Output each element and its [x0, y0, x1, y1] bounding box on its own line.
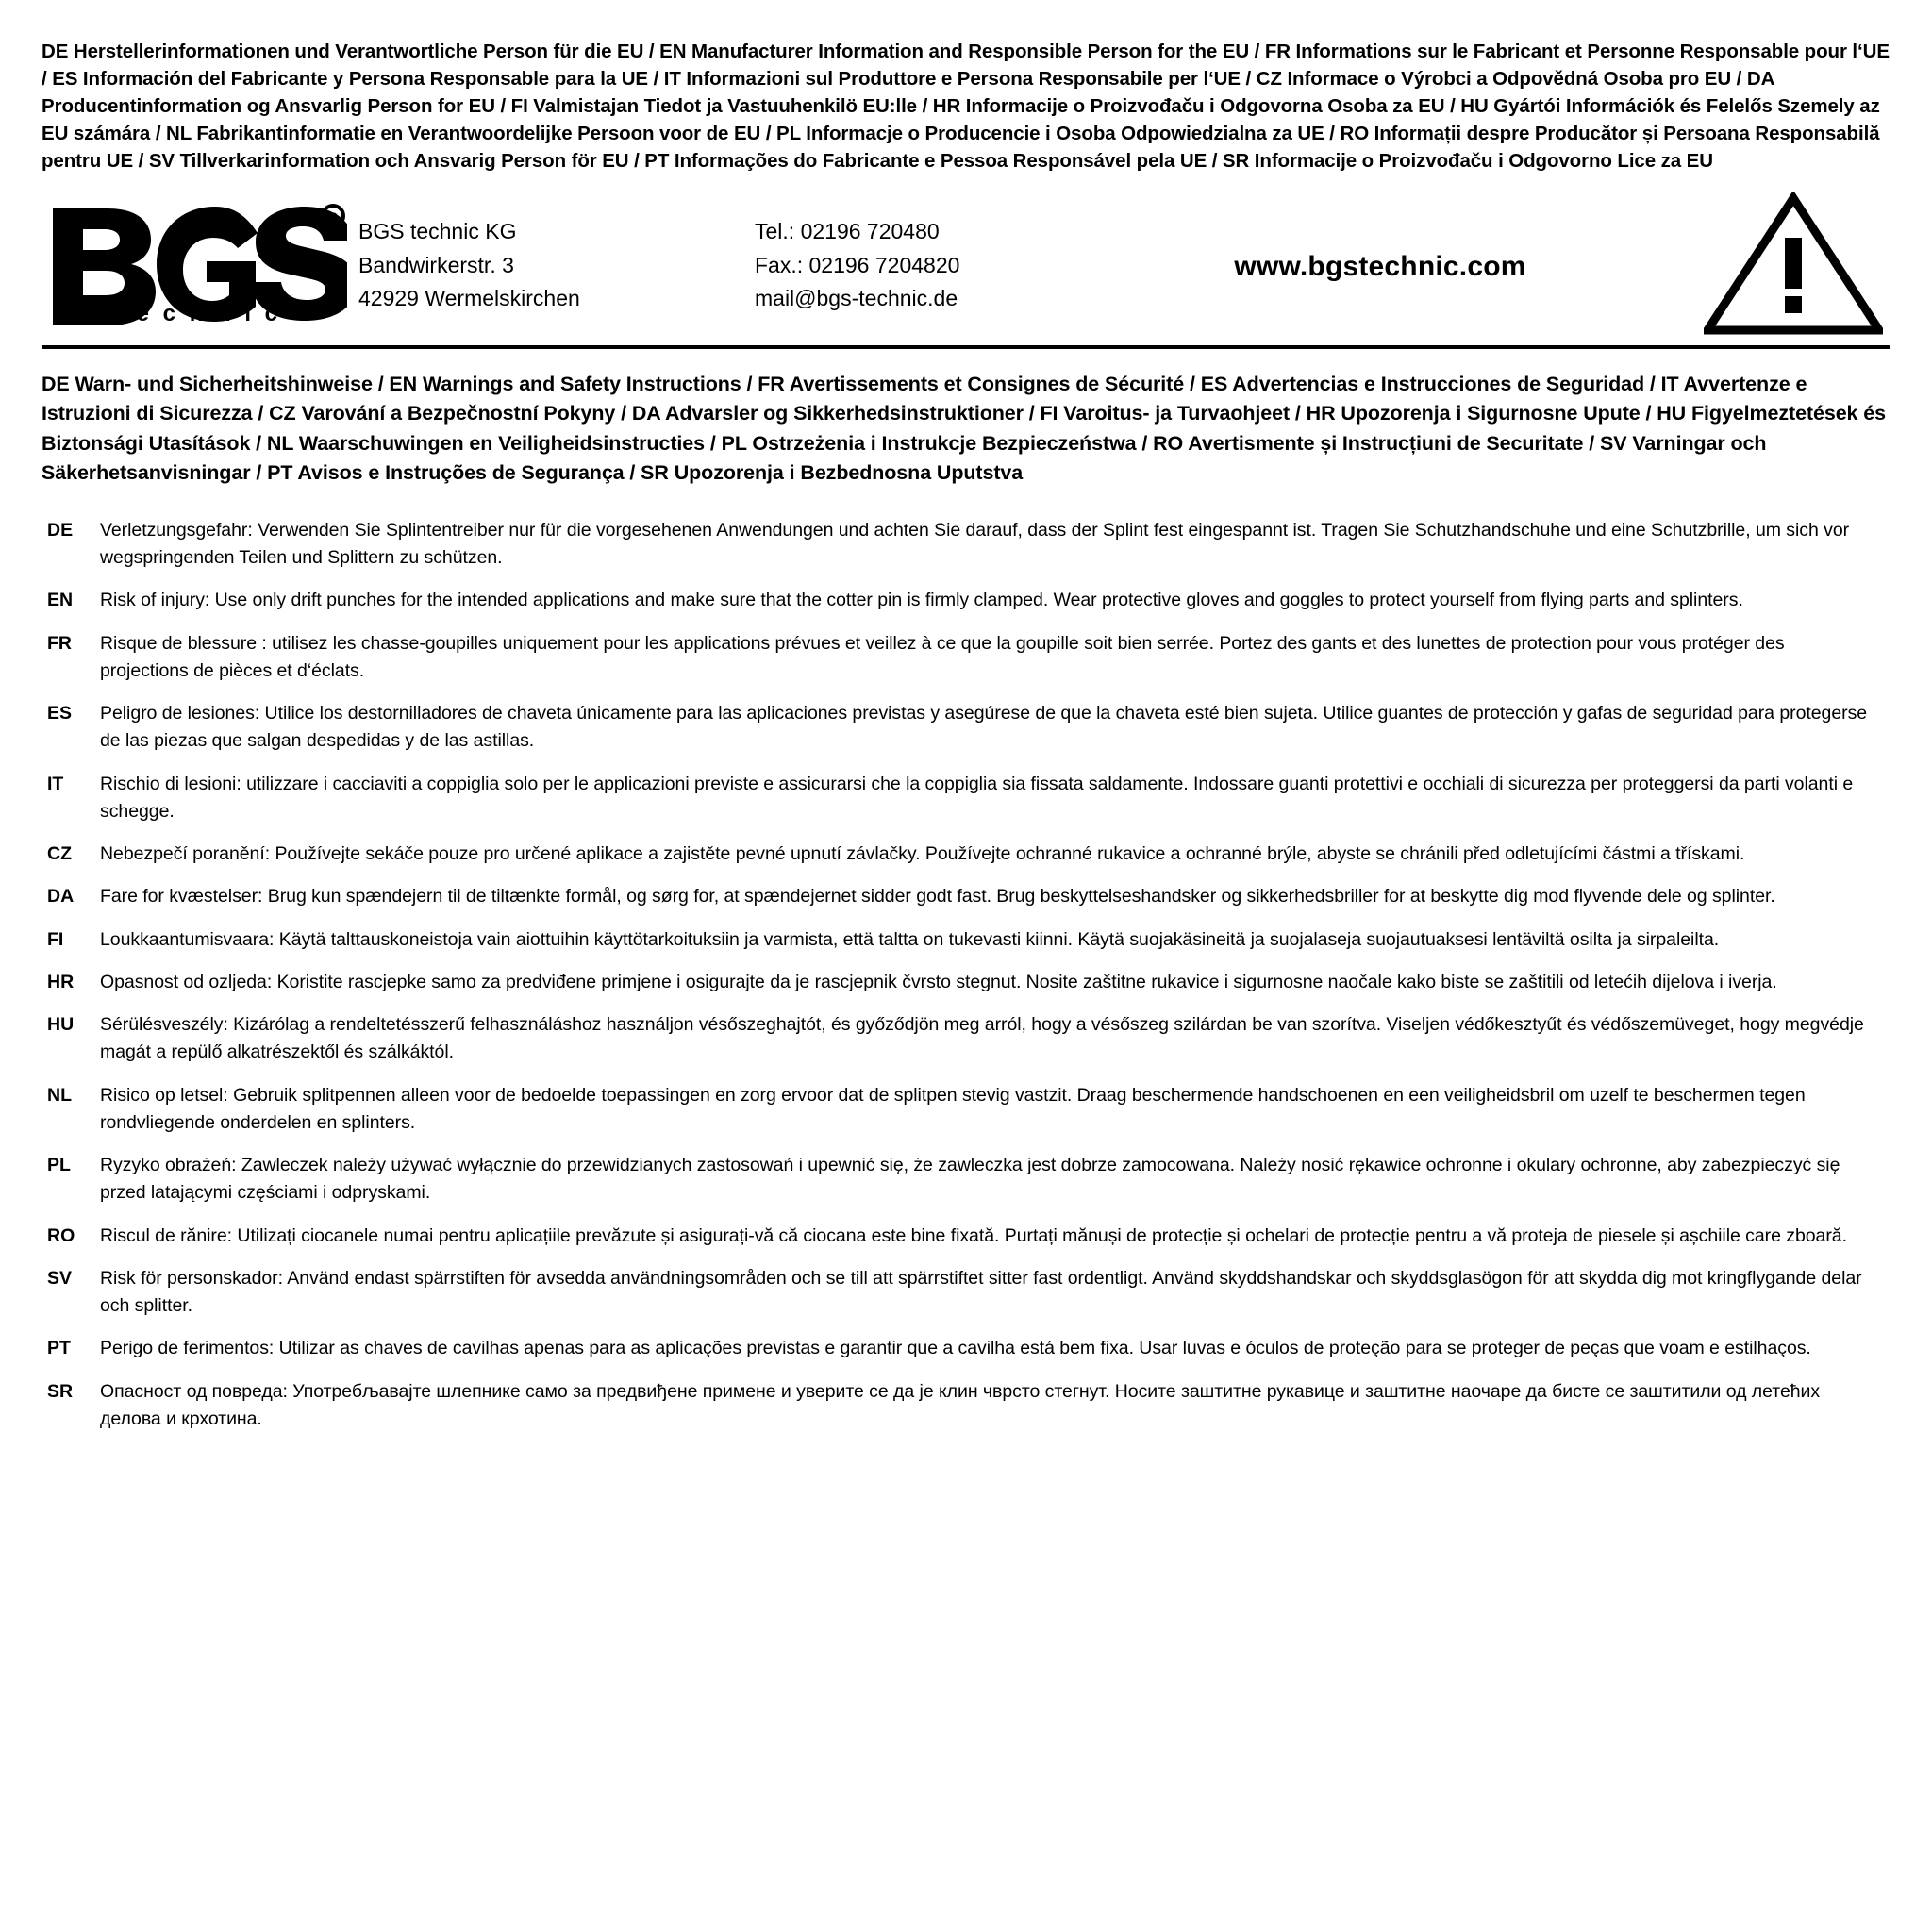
- company-fax: Fax.: 02196 7204820: [755, 252, 960, 277]
- warning-text: Опасност од повреда: Употребљавајте шлепнике само за предвиђене примене и уверите се да је клин чврсто стегнут. Носите заштитне рукавице и заштитне наочаре да бисте се заштитили од летећих делова и крхотина.: [100, 1380, 1821, 1429]
- warning-language-code: FI: [47, 928, 64, 950]
- manufacturer-info-heading: DE Herstellerinformationen und Verantwortliche Person für die EU / EN Manufacturer Information and Responsible Person for the EU / FR Informations sur le Fabricant et Personne Responsable pour l‘UE / ES Información del Fabricante y Persona Responsable para la UE / IT Informazioni sul Produttore e Persona Responsabile per l‘UE / CZ Informace o Výrobci a Odpovědná Osoba pro EU / DA Producentinformation og Ansvarlig Person for EU / FI Valmistajan Tiedot ja Vastuuhenkilö EU:lle / HR Informacije o Proizvođaču i Odgovorna Osoba za EU / HU Gyártói Információk és Felelős Szemely az EU számára / NL Fabrikantinformatie en Verantwoordelijke Persoon voor de EU / PL Informacje o Producencie i Osoba Odpowiedzialna za UE / RO Informații despre Producător și Persoana Responsabilă pentru UE / SV Tillverkarinformation och Ansvarig Person för EU / PT Informações do Fabricante e Pessoa Responsável pela UE / SR Informacije o Proizvođaču i Odgovorno Lice za EU: [42, 41, 1890, 173]
- warning-row: [42, 1082, 1890, 1138]
- warning-row: [42, 587, 1890, 614]
- warning-text: Riscul de rănire: Utilizați ciocanele numai pentru aplicațiile prevăzute și asigurați-vă că ciocana este bine fixată. Purtați mănuși de protecție și ochelari de protecție pentru a vă proteja de piesele și așchiile care zboară.: [100, 1224, 1847, 1246]
- svg-text:t e c h n i c: t e c h n i c: [115, 300, 282, 325]
- warning-row: [42, 969, 1890, 996]
- warning-language-code: DA: [47, 886, 75, 908]
- warning-language-code: ES: [47, 703, 73, 724]
- warning-language-code: EN: [47, 590, 74, 611]
- warning-row: [42, 630, 1890, 686]
- warning-text: Verletzungsgefahr: Verwenden Sie Splintentreiber nur für die vorgesehenen Anwendungen und achten Sie darauf, dass der Splint fest eingespannt ist. Tragen Sie Schutzhandschuhe und eine Schutzbrille, um sich vor wegspringenden Teilen und Splittern zu schützen.: [100, 519, 1850, 569]
- warning-language-code: PL: [47, 1155, 71, 1176]
- warning-text: Risk of injury: Use only drift punches for the intended applications and make sure that the cotter pin is firmly clamped. Wear protective gloves and goggles to protect yourself from flying parts and splinters.: [100, 590, 1743, 611]
- warning-text: Ryzyko obrażeń: Zawleczek należy używać wyłącznie do przewidzianych zastosowań i upewnić się, że zawleczka jest dobrze zamocowana. Należy nosić rękawice ochronne i okulary ochronne, aby zabezpieczyć się przed latającymi częściami i odpryskami.: [100, 1155, 1840, 1204]
- warning-row: [42, 841, 1890, 868]
- warning-language-code: SV: [47, 1267, 73, 1289]
- warning-row: [42, 1378, 1890, 1434]
- warning-language-code: DE: [47, 519, 74, 541]
- warning-triangle-icon: [1704, 192, 1883, 336]
- company-email: mail@bgs-technic.de: [755, 286, 958, 311]
- company-street: Bandwirkerstr. 3: [358, 252, 514, 277]
- warning-text: Peligro de lesiones: Utilice los destornilladores de chaveta únicamente para las aplicaciones previstas y asegúrese de que la chaveta esté bien sujeta. Utilice guantes de protección y gafas de seguridad para protegerse de las piezas que salgan despedidas y de las astillas.: [100, 703, 1868, 752]
- warning-text: Sérülésveszély: Kizárólag a rendeltetésszerű felhasználáshoz használjon vésőszeghajtót, és győződjön meg arról, hogy a vésőszeg szilárdan be van szorítva. Viseljen védőkesztyűt és védőszemüveget, hogy megvédje magát a repülő alkatrészektől és szálkáktól.: [100, 1014, 1864, 1063]
- warning-language-code: SR: [47, 1380, 74, 1402]
- warning-text: Perigo de ferimentos: Utilizar as chaves de cavilhas apenas para as aplicações previstas e garantir que a cavilha está bem fixa. Usar luvas e óculos de proteção para se proteger de peças que voam e estilhaços.: [100, 1338, 1811, 1359]
- bgs-logo: [42, 203, 358, 325]
- company-tel: Tel.: 02196 720480: [755, 219, 940, 244]
- safety-instructions-heading: DE Warn- und Sicherheitshinweise / EN Warnings and Safety Instructions / FR Avertissements et Consignes de Sécurité / ES Advertencias e Instrucciones de Seguridad / IT Avvertenze e Istruzioni di Sicurezza / CZ Varování a Bezpečnostní Pokyny / DA Advarsler og Sikkerhedsinstruktioner / FI Varoitus- ja Turvaohjeet / HR Upozorenja i Sigurnosne Upute / HU Figyelmeztetések és Biztonsági Utasítások / NL Waarschuwingen en Veiligheidsinstructies / PL Ostrzeżenia i Instrukcje Bezpieczeństwa / RO Avertismente și Instrucțiuni de Securitate / SV Varningar och Säkerhetsanvisningar / PT Avisos e Instruções de Segurança / SR Upozorenja i Bezbednosna Uputstva: [42, 372, 1887, 485]
- svg-text:R: R: [327, 208, 339, 225]
- company-city: 42929 Wermelskirchen: [358, 286, 580, 311]
- warning-language-code: CZ: [47, 843, 72, 865]
- warning-row: [42, 1335, 1890, 1362]
- company-name: BGS technic KG: [358, 219, 517, 244]
- company-band: [42, 192, 1890, 349]
- warning-row: [42, 1265, 1890, 1321]
- warning-row: [42, 1152, 1890, 1208]
- warning-text: Risico op letsel: Gebruik splitpennen alleen voor de bedoelde toepassingen en zorg ervoor dat de splitpen stevig vastzit. Draag beschermende handschoenen en een veiligheidsbril om uzelf te beschermen tegen rondvliegende onderdelen en splinters.: [100, 1084, 1806, 1133]
- warning-row: [42, 1223, 1890, 1250]
- warning-language-code: HU: [47, 1014, 75, 1036]
- warning-text: Nebezpečí poranění: Používejte sekáče pouze pro určené aplikace a zajistěte pevné upnutí závlačky. Používejte ochranné rukavice a ochranné brýle, abyste se chránili před odletujícími částmi a třískami.: [100, 843, 1745, 865]
- warning-text: Risque de blessure : utilisez les chasse-goupilles uniquement pour les applications prévues et veillez à ce que la goupille soit bien serrée. Portez des gants et des lunettes de protection pour vous protéger des projections de pièces et d‘éclats.: [100, 632, 1785, 681]
- bgs-logo-icon: [47, 203, 347, 325]
- warning-row: [42, 883, 1890, 910]
- warning-language-code: IT: [47, 773, 64, 794]
- warning-language-code: RO: [47, 1224, 75, 1246]
- warning-text: Fare for kvæstelser: Brug kun spændejern til de tiltænkte formål, og sørg for, at spændejernet sidder godt fast. Brug beskyttelseshandsker og sikkerhedsbriller for at beskytte dig mod flyvende dele og splinter.: [100, 886, 1775, 908]
- company-address: [358, 211, 755, 316]
- warning-language-code: NL: [47, 1084, 72, 1106]
- warning-text: Risk för personskador: Använd endast spärrstiften för avsedda användningsområden och se till att spärrstiftet sitter fast ordentligt. Använd skyddshandskar och skyddsglasögon för att skydda dig mot kringflygande delar och splitter.: [100, 1267, 1862, 1317]
- warning-text: Rischio di lesioni: utilizzare i cacciaviti a coppiglia solo per le applicazioni previste e assicurarsi che la coppiglia sia fissata saldamente. Indossare guanti protettivi e occhiali di sicurezza per proteggersi da parti volanti e schegge.: [100, 773, 1854, 822]
- warning-triangle: [1694, 192, 1890, 336]
- warning-row: [42, 1011, 1890, 1067]
- warning-language-code: FR: [47, 632, 72, 654]
- warning-row: [42, 700, 1890, 756]
- warning-language-code: PT: [47, 1338, 71, 1359]
- warning-text: Loukkaantumisvaara: Käytä talttauskoneistoja vain aiottuihin käyttötarkoituksiin ja varmista, että taltta on tukevasti kiinni. Käytä suojakäsineitä ja suojalaseja suojautuaksesi lentäviltä osilta ja sirpaleilta.: [100, 928, 1720, 950]
- warning-text: Opasnost od ozljeda: Koristite rascjepke samo za predviđene primjene i osigurajte da je rascjepnik čvrsto stegnut. Nosite zaštitne rukavice i sigurnosne naočale kako biste se zaštitili od letećih dijelova i iverja.: [100, 971, 1777, 992]
- warnings-list: [42, 517, 1890, 1433]
- warning-row: [42, 517, 1890, 573]
- company-contact: [755, 211, 1066, 316]
- warning-language-code: HR: [47, 971, 75, 992]
- warning-row: [42, 926, 1890, 954]
- company-website: www.bgstechnic.com: [1234, 250, 1526, 282]
- warning-row: [42, 771, 1890, 826]
